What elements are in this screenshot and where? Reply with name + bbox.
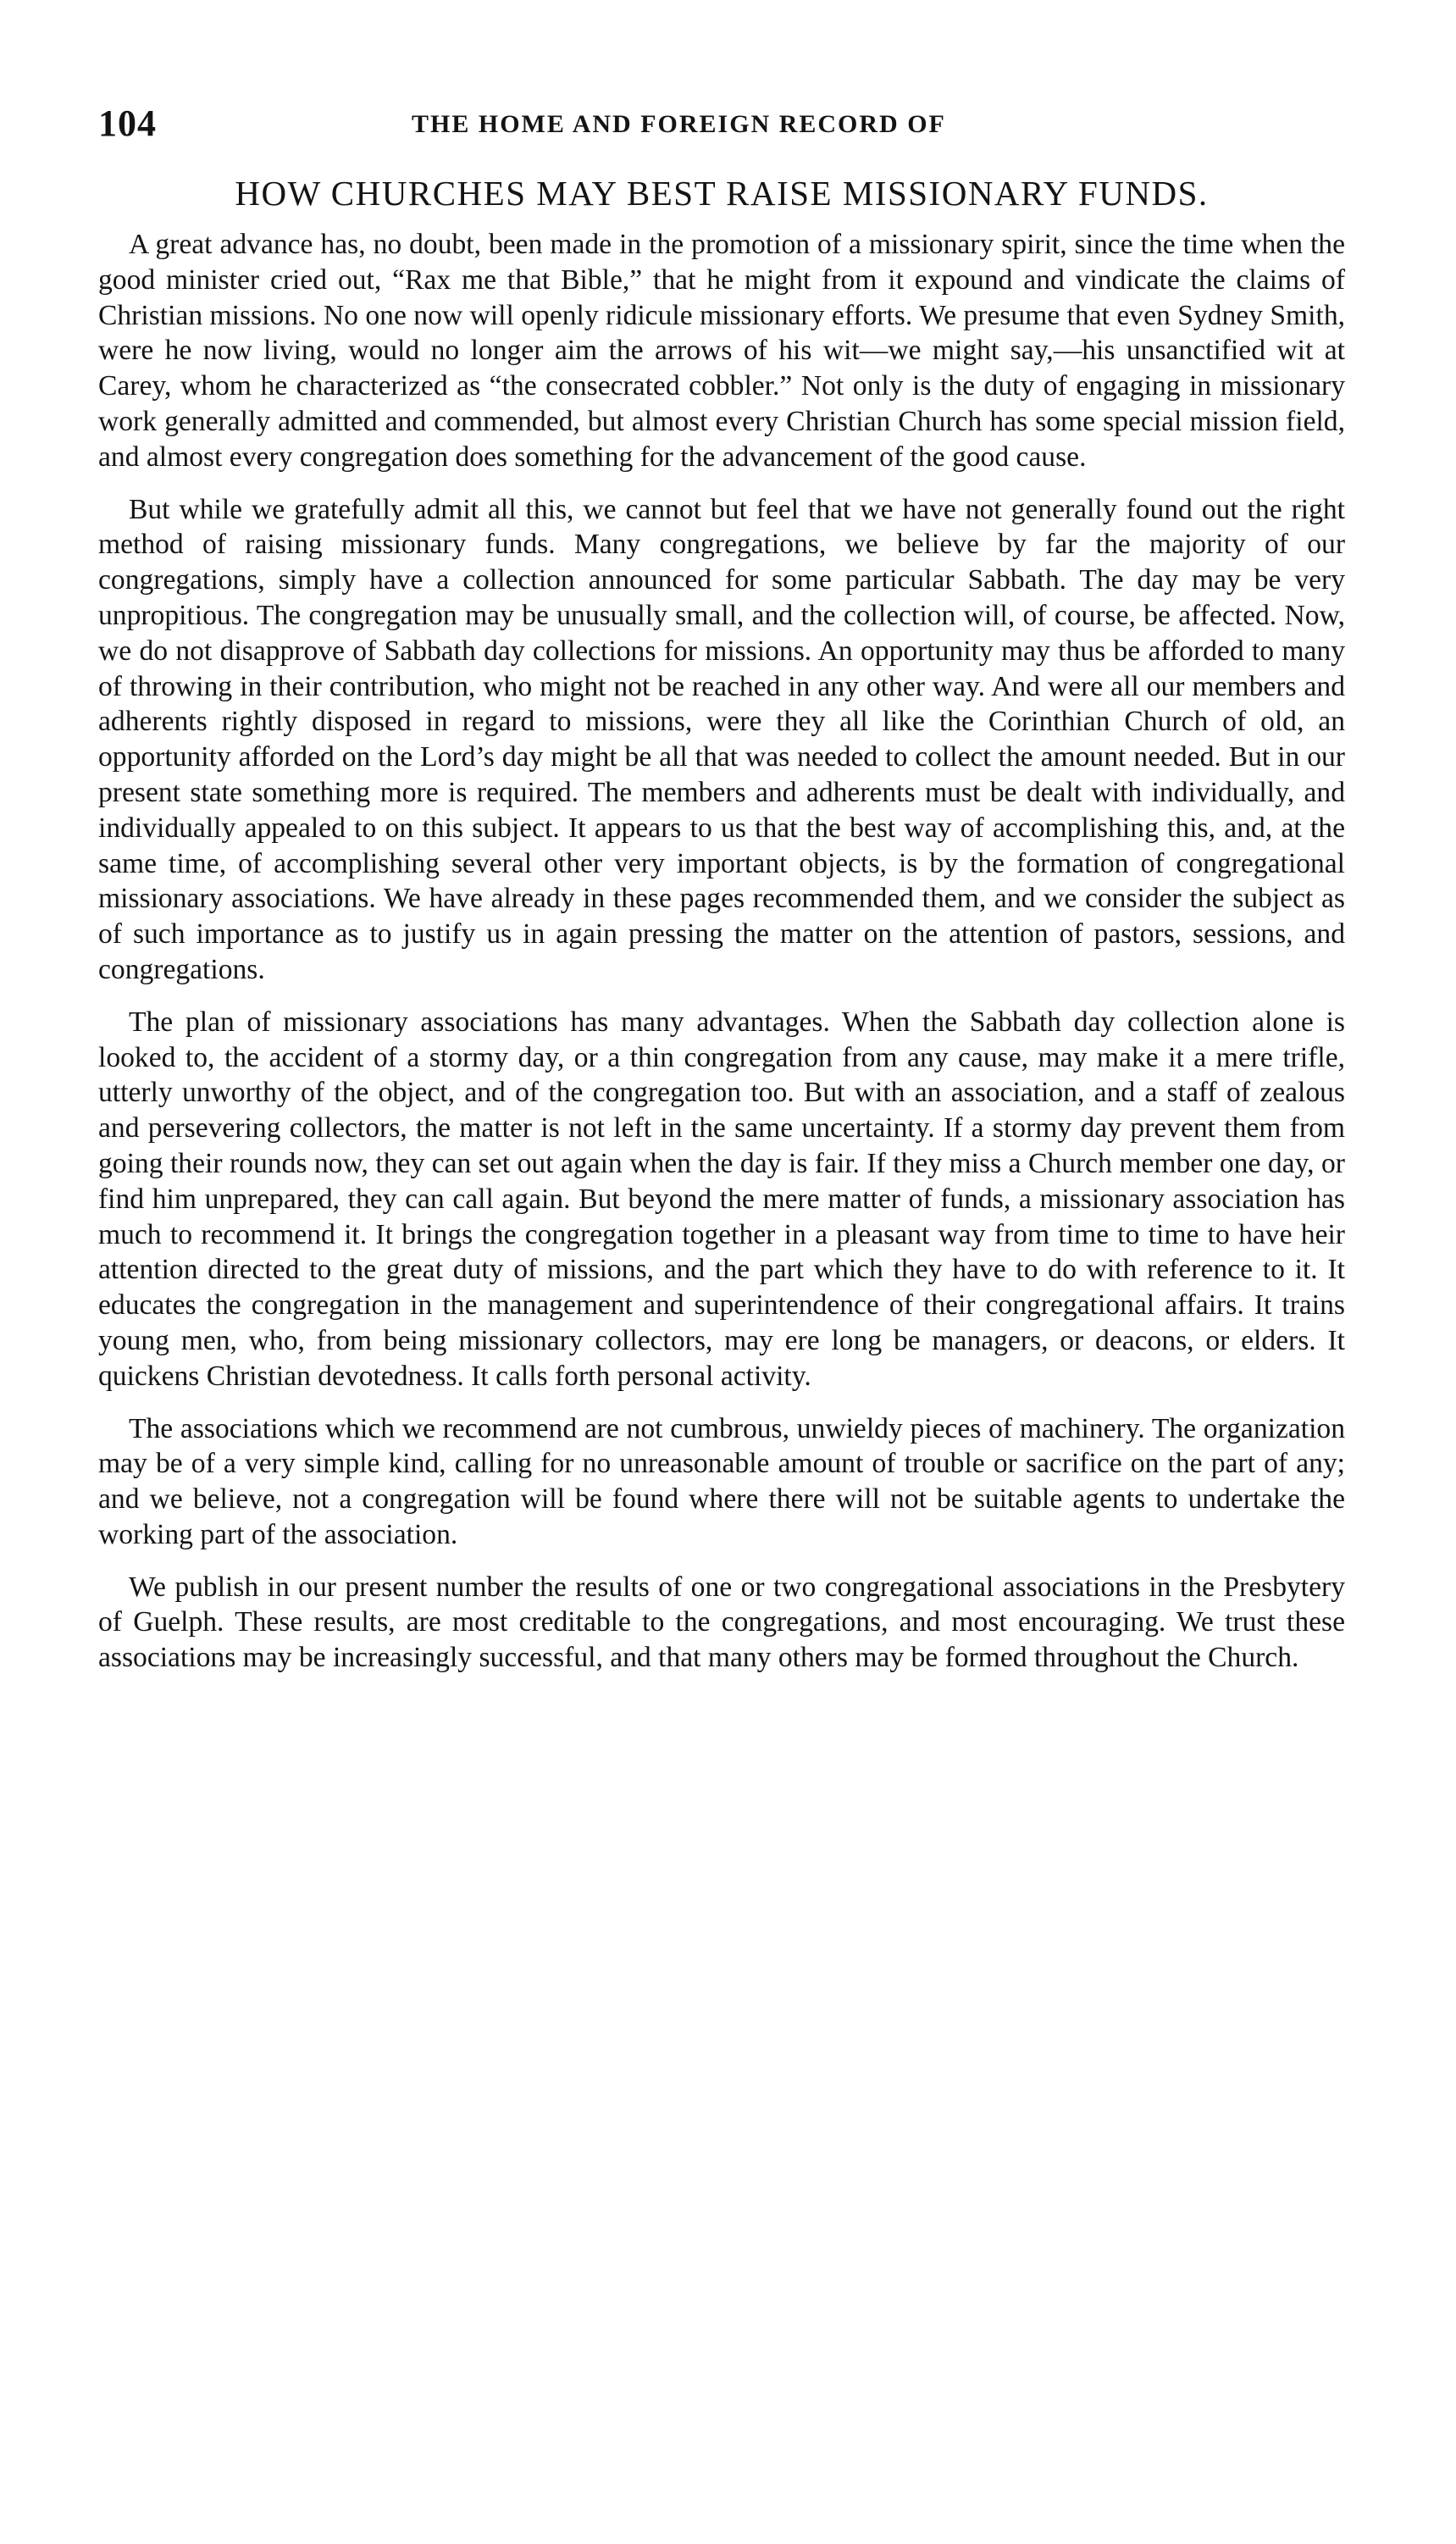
document-page <box>98 102 1345 1676</box>
article-title: HOW CHURCHES MAY BEST RAISE MISSIONARY FUNDS. <box>235 174 1209 213</box>
article-paragraph: The associations which we recommend are not cumbrous, unwieldy pieces of machinery. The organization may be of a very simple kind, calling for no unreasonable amount of trouble or sacrifice on the part of any; and we believe, not a congregation will be found where there will not be suitable agents to undertake the working part of the association. <box>98 1412 1345 1550</box>
page-number: 104 <box>98 103 157 144</box>
article-paragraph: The plan of missionary associations has many advantages. When the Sabbath day collection alone is looked to, the accident of a stormy day, or a thin congregation from any cause, may make it a mere trifle, utterly unworthy of the object, and of the congregation too. But with an association, and a staff of zealous and persevering collectors, the matter is not left in the same uncertainty. If a stormy day prevent them from going their rounds now, they can set out again when the day is fair. If they miss a Church member one day, or find him unprepared, they can call again. But beyond the mere matter of funds, a missionary association has much to recommend it. It brings the congregation together in a pleasant way from time to time to have heir attention directed to the great duty of missions, and the part which they have to do with reference to it. It educates the congregation in the management and superintendence of their congregational affairs. It trains young men, who, from being missionary collectors, may ere long be managers, or deacons, or elders. It quickens Christian devotedness. It calls forth personal activity. <box>98 1006 1345 1392</box>
running-title: THE HOME AND FOREIGN RECORD OF <box>412 110 946 138</box>
running-header <box>98 102 1345 152</box>
article-paragraph: We publish in our present number the results of one or two congregational associations in the Presbytery of Guelph. These results, are most creditable to the congregations, and most encouraging. We trust these associations may be increasingly successful, and that many others may be formed throughout the Church. <box>98 1571 1345 1674</box>
article-paragraph: But while we gratefully admit all this, we cannot but feel that we have not generally found out the right method of raising missionary funds. Many congregations, we believe by far the majority of our congregations, simply have a collection announced for some particular Sabbath. The day may be very unpropitious. The congregation may be unusually small, and the collection will, of course, be affected. Now, we do not disapprove of Sabbath day collections for missions. An opportunity may thus be afforded to many of throwing in their contribution, who might not be reached in any other way. And were all our members and adherents rightly disposed in regard to missions, were they all like the Corinthian Church of old, an opportunity afforded on the Lord’s day might be all that was needed to collect the amount needed. But in our present state something more is required. The members and adherents must be dealt with individually, and individually appealed to on this subject. It appears to us that the best way of accomplishing this, and, at the same time, of accomplishing several other very important objects, is by the formation of congregational missionary associations. We have already in these pages recommended them, and we consider the subject as of such importance as to justify us in again pressing the matter on the attention of pastors, sessions, and congregations. <box>98 493 1345 985</box>
article-paragraph: A great advance has, no doubt, been made in the promotion of a missionary spirit, since the time when the good minister cried out, “Rax me that Bible,” that he might from it expound and vindicate the claims of Christian missions. No one now will openly ridicule missionary efforts. We presume that even Sydney Smith, were he now living, would no longer aim the arrows of his wit—we might say,—his unsanctified wit at Carey, whom he characterized as “the consecrated cobbler.” Not only is the duty of engaging in missionary work generally admitted and commended, but almost every Christian Church has some special mission field, and almost every congregation does something for the advancement of the good cause. <box>98 229 1345 473</box>
article-body <box>98 227 1345 1676</box>
